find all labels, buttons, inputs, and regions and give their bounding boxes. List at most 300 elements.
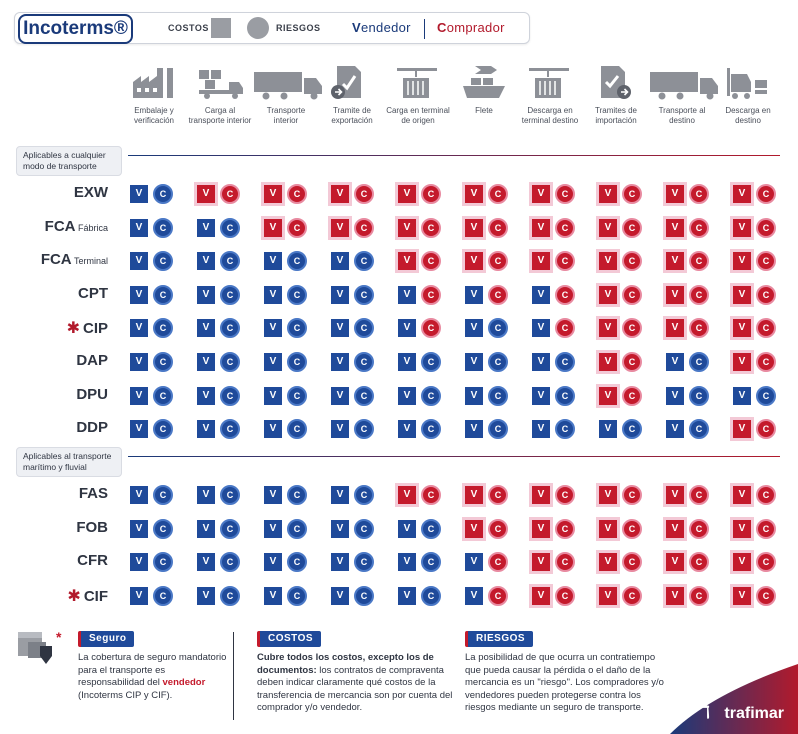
responsibility-cell	[733, 484, 781, 506]
responsibility-cell	[465, 585, 513, 607]
cost-square-marker: V	[666, 587, 684, 605]
costos-text: Cubre todos los costos, excepto los de documentos: los contratos de compraventa deben indicar claramente qué costos de la transferencia de mercancia son por cuenta del comprador y/o vendedor.	[257, 652, 453, 713]
loaded-truck-icon	[197, 64, 243, 102]
stage-column-header	[452, 64, 516, 116]
responsibility-cell	[465, 518, 513, 540]
section-label: Aplicables al transporte marítimo y fluvial	[16, 447, 122, 477]
cost-square-marker: V	[465, 319, 483, 337]
incoterm-row-label	[45, 218, 108, 235]
cost-square-marker: V	[331, 319, 349, 337]
cost-square-marker: V	[130, 387, 148, 405]
risk-circle-marker: C	[220, 218, 240, 238]
responsibility-cell	[130, 250, 178, 272]
cost-square-marker: V	[130, 353, 148, 371]
stage-label: Flete	[475, 106, 493, 115]
risk-circle-marker: C	[756, 552, 776, 572]
responsibility-cell	[398, 317, 446, 339]
risk-circle-marker: C	[354, 352, 374, 372]
risk-circle-marker: C	[689, 251, 709, 271]
crane-container-icon	[395, 64, 441, 102]
responsibility-cell	[666, 250, 714, 272]
risk-circle-marker: C	[555, 485, 575, 505]
risk-circle-marker: C	[622, 218, 642, 238]
risk-circle-marker: C	[287, 419, 307, 439]
legend-comprador: Comprador	[437, 20, 505, 35]
risk-circle-marker: C	[622, 519, 642, 539]
responsibility-cell	[733, 418, 781, 440]
responsibility-cell	[465, 484, 513, 506]
cost-square-marker: V	[733, 420, 751, 438]
incoterm-code: CIP	[82, 320, 108, 338]
risk-circle-marker: C	[689, 218, 709, 238]
risk-circle-marker: C	[488, 485, 508, 505]
responsibility-cell	[733, 551, 781, 573]
risk-circle-marker: C	[421, 285, 441, 305]
responsibility-cell	[264, 183, 312, 205]
risk-circle-marker: C	[354, 218, 374, 238]
stage-label: Descarga en destino	[725, 106, 771, 125]
risk-circle-marker: C	[153, 218, 173, 238]
responsibility-cell	[666, 351, 714, 373]
responsibility-cell	[532, 385, 580, 407]
cost-square-marker: V	[331, 387, 349, 405]
cost-square-marker: V	[331, 553, 349, 571]
responsibility-cell	[331, 418, 379, 440]
cost-square-marker: V	[264, 587, 282, 605]
responsibility-cell	[331, 183, 379, 205]
risk-circle-marker: C	[421, 386, 441, 406]
risk-circle-marker: C	[622, 352, 642, 372]
risk-circle-marker: C	[756, 218, 776, 238]
stage-column-header	[386, 64, 450, 126]
responsibility-cell	[532, 284, 580, 306]
crane-container-icon	[527, 64, 573, 102]
responsibility-cell	[532, 250, 580, 272]
incoterm-row-label	[41, 251, 108, 268]
cost-square-marker: V	[599, 520, 617, 538]
responsibility-cell	[733, 585, 781, 607]
risk-circle-marker: C	[488, 318, 508, 338]
cost-square-marker: V	[532, 520, 550, 538]
risk-circle-marker: C	[220, 251, 240, 271]
responsibility-cell	[532, 317, 580, 339]
risk-circle-marker: C	[488, 586, 508, 606]
cost-square-marker: V	[666, 553, 684, 571]
responsibility-cell	[398, 217, 446, 239]
risk-circle-marker: C	[488, 519, 508, 539]
incoterm-code: CIF	[83, 587, 108, 605]
stage-column-header	[716, 64, 780, 126]
risk-circle-marker: C	[220, 552, 240, 572]
riesgos-text: La posibilidad de que ocurra un contratiempo que pueda causar la pérdida o el daño de la mercancia es un "riesgo". Los compradores y/o vendedores pueden protegerse contra los riesgos mediante un seguro de transporte.	[465, 652, 664, 713]
cost-square-marker: V	[331, 219, 349, 237]
stage-label: Descarga en terminal destino	[521, 106, 579, 125]
stage-column-header	[584, 64, 648, 126]
responsibility-cell	[599, 418, 647, 440]
cost-square-marker: V	[264, 185, 282, 203]
cost-square-marker: V	[666, 420, 684, 438]
risk-circle-marker: C	[555, 184, 575, 204]
cost-square-marker: V	[264, 520, 282, 538]
risk-circle-marker: C	[220, 318, 240, 338]
responsibility-cell	[532, 551, 580, 573]
legend-square-icon	[211, 18, 231, 38]
responsibility-cell	[197, 317, 245, 339]
responsibility-cell	[197, 250, 245, 272]
risk-circle-marker: C	[153, 318, 173, 338]
risk-circle-marker: C	[354, 586, 374, 606]
risk-circle-marker: C	[220, 485, 240, 505]
cost-square-marker: V	[532, 587, 550, 605]
cost-square-marker: V	[532, 286, 550, 304]
cost-square-marker: V	[331, 587, 349, 605]
risk-circle-marker: C	[756, 485, 776, 505]
risk-circle-marker: C	[354, 285, 374, 305]
forklift-icon	[725, 64, 771, 102]
risk-circle-marker: C	[488, 285, 508, 305]
risk-circle-marker: C	[756, 586, 776, 606]
responsibility-cell	[465, 217, 513, 239]
risk-circle-marker: C	[488, 218, 508, 238]
cost-square-marker: V	[666, 319, 684, 337]
cost-square-marker: V	[666, 185, 684, 203]
responsibility-cell	[264, 284, 312, 306]
responsibility-cell	[666, 385, 714, 407]
responsibility-cell	[331, 585, 379, 607]
responsibility-cell	[532, 217, 580, 239]
factory-icon	[131, 64, 177, 102]
legend-circle-icon	[247, 17, 269, 39]
cost-square-marker: V	[264, 252, 282, 270]
cost-square-marker: V	[666, 387, 684, 405]
risk-circle-marker: C	[421, 552, 441, 572]
risk-circle-marker: C	[689, 485, 709, 505]
cost-square-marker: V	[197, 219, 215, 237]
risk-circle-marker: C	[555, 552, 575, 572]
incoterm-code: CPT	[78, 284, 108, 302]
cost-square-marker: V	[733, 587, 751, 605]
cost-square-marker: V	[398, 520, 416, 538]
responsibility-cell	[130, 183, 178, 205]
responsibility-cell	[264, 317, 312, 339]
stage-column-header	[188, 64, 252, 126]
risk-circle-marker: C	[622, 552, 642, 572]
cost-square-marker: V	[465, 286, 483, 304]
responsibility-cell	[398, 418, 446, 440]
cost-square-marker: V	[331, 353, 349, 371]
stage-label: Carga al transporte interior	[188, 106, 252, 125]
brand-name: trafimar	[724, 705, 784, 722]
risk-circle-marker: C	[622, 419, 642, 439]
responsibility-cell	[264, 418, 312, 440]
risk-circle-marker: C	[287, 552, 307, 572]
responsibility-cell	[130, 518, 178, 540]
cost-square-marker: V	[532, 486, 550, 504]
risk-circle-marker: C	[555, 218, 575, 238]
cost-square-marker: V	[398, 319, 416, 337]
cost-square-marker: V	[197, 286, 215, 304]
risk-circle-marker: C	[421, 485, 441, 505]
stage-label: Transporte interior	[266, 106, 306, 125]
risk-circle-marker: C	[287, 184, 307, 204]
responsibility-cell	[532, 484, 580, 506]
risk-circle-marker: C	[287, 318, 307, 338]
responsibility-cell	[532, 351, 580, 373]
cost-square-marker: V	[532, 353, 550, 371]
risk-circle-marker: C	[756, 184, 776, 204]
cost-square-marker: V	[130, 252, 148, 270]
risk-circle-marker: C	[689, 318, 709, 338]
risk-circle-marker: C	[488, 251, 508, 271]
cost-square-marker: V	[197, 420, 215, 438]
responsibility-cell	[733, 284, 781, 306]
cost-square-marker: V	[465, 420, 483, 438]
cost-square-marker: V	[465, 520, 483, 538]
cost-square-marker: V	[666, 252, 684, 270]
incoterm-row-label	[76, 386, 108, 403]
risk-circle-marker: C	[689, 519, 709, 539]
responsibility-cell	[331, 551, 379, 573]
responsibility-cell	[331, 217, 379, 239]
responsibility-cell	[130, 351, 178, 373]
truck-icon	[254, 64, 324, 102]
trafimar-logo-icon: ℸ	[697, 702, 710, 722]
risk-circle-marker: C	[153, 352, 173, 372]
risk-circle-marker: C	[153, 285, 173, 305]
risk-circle-marker: C	[421, 519, 441, 539]
legend-riesgos-label: RIESGOS	[276, 23, 321, 33]
stage-column-header	[320, 64, 384, 126]
responsibility-cell	[465, 317, 513, 339]
incoterm-row-label	[77, 552, 108, 569]
responsibility-cell	[666, 585, 714, 607]
risk-circle-marker: C	[622, 251, 642, 271]
cost-square-marker: V	[599, 353, 617, 371]
stage-label: Carga en terminal de origen	[386, 106, 450, 125]
risk-circle-marker: C	[555, 419, 575, 439]
cost-square-marker: V	[666, 219, 684, 237]
cost-square-marker: V	[398, 420, 416, 438]
page-title: Incoterms®	[18, 14, 133, 44]
cost-square-marker: V	[733, 353, 751, 371]
responsibility-cell	[666, 217, 714, 239]
responsibility-cell	[197, 518, 245, 540]
cost-square-marker: V	[599, 185, 617, 203]
risk-circle-marker: C	[354, 184, 374, 204]
risk-circle-marker: C	[220, 285, 240, 305]
risk-circle-marker: C	[622, 285, 642, 305]
risk-circle-marker: C	[622, 586, 642, 606]
responsibility-cell	[264, 351, 312, 373]
risk-circle-marker: C	[488, 352, 508, 372]
responsibility-cell	[599, 317, 647, 339]
cost-square-marker: V	[197, 252, 215, 270]
cost-square-marker: V	[398, 286, 416, 304]
responsibility-cell	[197, 484, 245, 506]
cost-square-marker: V	[398, 185, 416, 203]
risk-circle-marker: C	[488, 184, 508, 204]
risk-circle-marker: C	[220, 519, 240, 539]
export-document-icon	[329, 64, 375, 102]
cost-square-marker: V	[666, 353, 684, 371]
risk-circle-marker: C	[622, 184, 642, 204]
responsibility-cell	[264, 385, 312, 407]
cost-square-marker: V	[130, 319, 148, 337]
riesgos-tag: RIESGOS	[465, 631, 533, 647]
seguro-text: La cobertura de seguro mandatorio para el transporte es responsabilidad del vendedor (Incoterms CIP y CIF).	[78, 652, 227, 701]
cost-square-marker: V	[465, 553, 483, 571]
responsibility-cell	[666, 551, 714, 573]
responsibility-cell	[666, 317, 714, 339]
incoterm-row-label	[79, 485, 108, 502]
cost-square-marker: V	[398, 387, 416, 405]
responsibility-cell	[130, 217, 178, 239]
cost-square-marker: V	[532, 252, 550, 270]
responsibility-cell	[130, 484, 178, 506]
import-document-icon	[593, 64, 639, 102]
cost-square-marker: V	[331, 185, 349, 203]
responsibility-cell	[465, 284, 513, 306]
responsibility-cell	[331, 385, 379, 407]
responsibility-cell	[398, 250, 446, 272]
risk-circle-marker: C	[756, 285, 776, 305]
risk-circle-marker: C	[287, 251, 307, 271]
legend-divider	[424, 19, 425, 39]
responsibility-cell	[733, 317, 781, 339]
risk-circle-marker: C	[287, 519, 307, 539]
incoterm-code: EXW	[73, 184, 108, 201]
responsibility-cell	[331, 317, 379, 339]
risk-circle-marker: C	[421, 419, 441, 439]
truck-icon	[650, 64, 720, 102]
responsibility-cell	[130, 317, 178, 339]
responsibility-cell	[465, 183, 513, 205]
responsibility-cell	[532, 418, 580, 440]
risk-circle-marker: C	[287, 386, 307, 406]
responsibility-cell	[264, 217, 312, 239]
cost-square-marker: V	[465, 587, 483, 605]
stage-label: Tramites de importación	[595, 106, 637, 125]
responsibility-cell	[599, 351, 647, 373]
cost-square-marker: V	[532, 553, 550, 571]
risk-circle-marker: C	[153, 586, 173, 606]
risk-circle-marker: C	[354, 318, 374, 338]
svg-text:*: *	[56, 629, 62, 645]
responsibility-cell	[532, 585, 580, 607]
risk-circle-marker: C	[689, 184, 709, 204]
cost-square-marker: V	[130, 219, 148, 237]
cost-square-marker: V	[130, 587, 148, 605]
costos-tag: COSTOS	[257, 631, 321, 647]
cost-square-marker: V	[733, 319, 751, 337]
section-divider	[128, 456, 780, 457]
responsibility-cell	[666, 418, 714, 440]
cost-square-marker: V	[599, 553, 617, 571]
risk-circle-marker: C	[153, 485, 173, 505]
responsibility-cell	[599, 250, 647, 272]
risk-circle-marker: C	[354, 251, 374, 271]
risk-circle-marker: C	[220, 386, 240, 406]
cost-square-marker: V	[465, 185, 483, 203]
responsibility-cell	[465, 250, 513, 272]
responsibility-cell	[666, 518, 714, 540]
cost-square-marker: V	[264, 319, 282, 337]
risk-circle-marker: C	[421, 218, 441, 238]
responsibility-cell	[666, 284, 714, 306]
risk-circle-marker: C	[220, 184, 240, 204]
cost-square-marker: V	[733, 553, 751, 571]
responsibility-cell	[398, 551, 446, 573]
cost-square-marker: V	[331, 252, 349, 270]
risk-circle-marker: C	[153, 552, 173, 572]
incoterm-row-label	[76, 352, 108, 369]
incoterm-row-label	[78, 285, 108, 302]
responsibility-cell	[398, 351, 446, 373]
risk-circle-marker: C	[287, 485, 307, 505]
risk-circle-marker: C	[555, 386, 575, 406]
cost-square-marker: V	[599, 252, 617, 270]
risk-circle-marker: C	[354, 519, 374, 539]
cost-square-marker: V	[532, 319, 550, 337]
risk-circle-marker: C	[287, 285, 307, 305]
stage-column-header	[518, 64, 582, 126]
responsibility-cell	[398, 385, 446, 407]
responsibility-cell	[733, 385, 781, 407]
cost-square-marker: V	[331, 486, 349, 504]
cost-square-marker: V	[264, 387, 282, 405]
cost-square-marker: V	[465, 353, 483, 371]
responsibility-cell	[197, 351, 245, 373]
cost-square-marker: V	[197, 520, 215, 538]
incoterm-variant: Fábrica	[75, 222, 108, 233]
responsibility-cell	[130, 418, 178, 440]
responsibility-cell	[532, 518, 580, 540]
cost-square-marker: V	[465, 252, 483, 270]
insurance-boxes-icon	[16, 628, 62, 666]
risk-circle-marker: C	[421, 352, 441, 372]
risk-circle-marker: C	[689, 386, 709, 406]
risk-circle-marker: C	[756, 519, 776, 539]
risk-circle-marker: C	[555, 352, 575, 372]
cost-square-marker: V	[733, 486, 751, 504]
cost-square-marker: V	[599, 286, 617, 304]
cost-square-marker: V	[666, 520, 684, 538]
cost-square-marker: V	[599, 486, 617, 504]
responsibility-cell	[599, 385, 647, 407]
cost-square-marker: V	[264, 219, 282, 237]
cost-square-marker: V	[264, 420, 282, 438]
risk-circle-marker: C	[421, 251, 441, 271]
risk-circle-marker: C	[622, 386, 642, 406]
risk-circle-marker: C	[421, 184, 441, 204]
risk-circle-marker: C	[354, 552, 374, 572]
cost-square-marker: V	[130, 486, 148, 504]
cost-square-marker: V	[532, 219, 550, 237]
risk-circle-marker: C	[287, 586, 307, 606]
cost-square-marker: V	[733, 219, 751, 237]
responsibility-cell	[331, 284, 379, 306]
cost-square-marker: V	[398, 587, 416, 605]
risk-circle-marker: C	[689, 586, 709, 606]
insurance-asterisk-icon: ✱	[66, 320, 80, 338]
cost-square-marker: V	[666, 286, 684, 304]
brand-corner-shape	[670, 664, 798, 734]
cost-square-marker: V	[130, 420, 148, 438]
responsibility-cell	[331, 250, 379, 272]
footer-divider	[233, 632, 234, 720]
responsibility-cell	[398, 585, 446, 607]
risk-circle-marker: C	[555, 318, 575, 338]
